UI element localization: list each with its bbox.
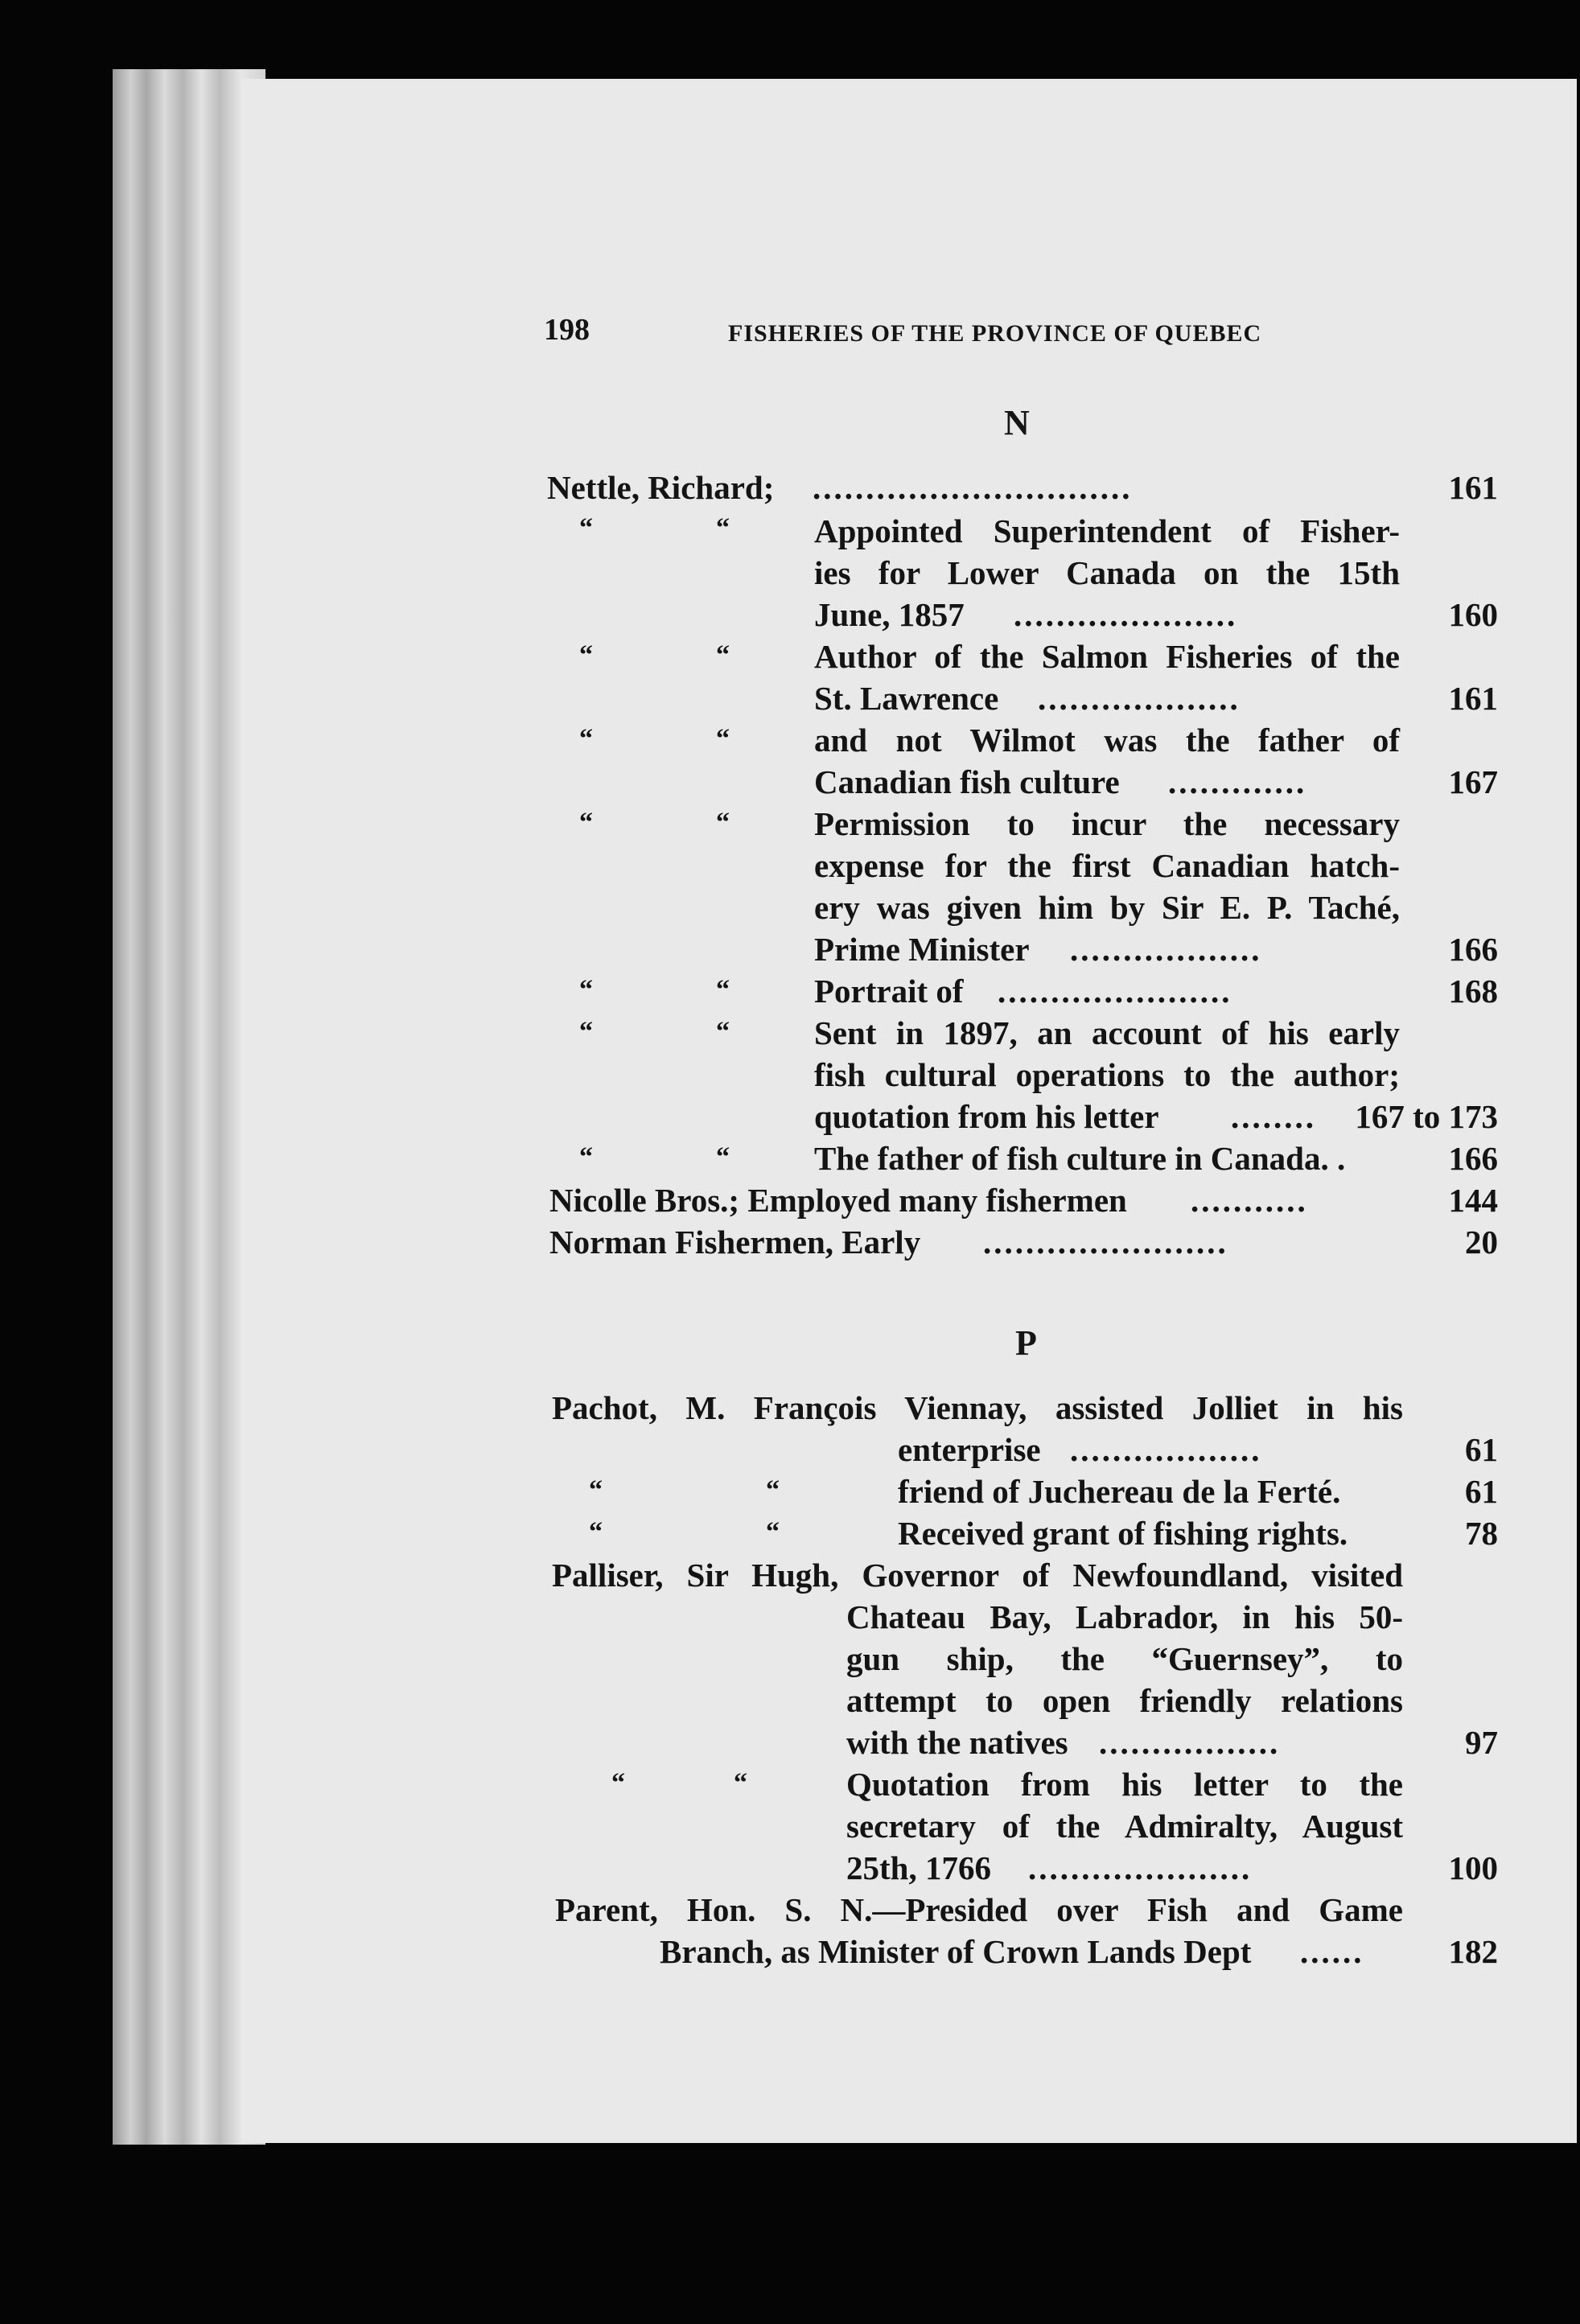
entry-text-line: enterprise (898, 1431, 1041, 1468)
page-number: 198 (544, 313, 590, 347)
ditto-mark: “ (579, 1142, 593, 1172)
entry-page-ref: 20 (1465, 1224, 1498, 1261)
entry-text-line: friend of Juchereau de la Ferté. (898, 1473, 1341, 1510)
entry-page-ref: 166 (1448, 1140, 1498, 1177)
leader-dots: ..................... (1014, 596, 1238, 633)
ditto-mark: “ (579, 808, 593, 837)
entry-page-ref: 167 to 173 (1355, 1098, 1498, 1135)
entry-text-line: The father of fish culture in Canada. . (814, 1140, 1346, 1177)
leader-dots: .................. (1070, 1431, 1262, 1468)
leader-dots: ...... (1300, 1933, 1364, 1970)
entry-page-ref: 182 (1448, 1933, 1498, 1970)
index-entry-heading: Nettle, Richard; (547, 469, 775, 506)
entry-page-ref: 161 (1448, 469, 1498, 506)
ditto-mark: “ (579, 1017, 593, 1047)
running-head: FISHERIES OF THE PROVINCE OF QUEBEC (728, 320, 1262, 347)
entry-text-line: Sent in 1897, an account of his early (814, 1014, 1400, 1051)
ditto-mark: “ (716, 513, 730, 543)
entry-text-line: Permission to incur the necessary (814, 805, 1400, 842)
entry-page-ref: 160 (1448, 596, 1498, 633)
entry-text-line: ies for Lower Canada on the 15th (814, 554, 1400, 591)
entry-text-line: Quotation from his letter to the (846, 1766, 1403, 1803)
ditto-mark: “ (766, 1475, 780, 1505)
entry-page-ref: 144 (1448, 1182, 1498, 1219)
entry-text-line: with the natives (846, 1724, 1068, 1761)
index-entry-heading: Norman Fishermen, Early (549, 1224, 921, 1261)
entry-text-line: Canadian fish culture (814, 763, 1120, 800)
entry-text-line: St. Lawrence (814, 680, 999, 717)
section-letter-p: P (1015, 1323, 1037, 1363)
entry-text-line: Portrait of (814, 973, 964, 1010)
entry-page-ref: 167 (1448, 763, 1498, 800)
index-entry-heading: Nicolle Bros.; Employed many fishermen (549, 1182, 1127, 1219)
ditto-mark: “ (579, 975, 593, 1005)
ditto-mark: “ (611, 1768, 625, 1798)
entry-text-line: Author of the Salmon Fisheries of the (814, 638, 1400, 675)
entry-text-line: quotation from his letter (814, 1098, 1159, 1135)
leader-dots: ..................... (1028, 1849, 1253, 1886)
entry-text-line: secretary of the Admiralty, August (846, 1808, 1403, 1845)
leader-dots: ........... (1191, 1182, 1308, 1219)
leader-dots: ....................... (983, 1224, 1228, 1261)
index-entry-heading: Palliser, Sir Hugh, Governor of Newfoundland, visited (552, 1557, 1403, 1594)
ditto-mark: “ (716, 640, 730, 670)
ditto-mark: “ (589, 1517, 603, 1547)
entry-text-line: and not Wilmot was the father of (814, 722, 1400, 759)
leader-dots: ............. (1168, 763, 1307, 800)
section-letter-n: N (1004, 403, 1030, 442)
ditto-mark: “ (716, 724, 730, 754)
ditto-mark: “ (734, 1768, 747, 1798)
entry-text-line: Prime Minister (814, 931, 1030, 968)
entry-text-line: Chateau Bay, Labrador, in his 50- (846, 1598, 1403, 1635)
entry-text-line: 25th, 1766 (846, 1849, 991, 1886)
entry-page-ref: 61 (1465, 1473, 1498, 1510)
entry-page-ref: 100 (1448, 1849, 1498, 1886)
index-entry-heading: Parent, Hon. S. N.—Presided over Fish and Game (555, 1891, 1403, 1928)
ditto-mark: “ (589, 1475, 603, 1505)
ditto-mark: “ (766, 1517, 780, 1547)
entry-text-line: Received grant of fishing rights. (898, 1515, 1348, 1552)
leader-dots: .............................. (813, 469, 1133, 506)
entry-text-line: attempt to open friendly relations (846, 1682, 1403, 1719)
ditto-mark: “ (579, 640, 593, 670)
leader-dots: ................... (1038, 680, 1241, 717)
entry-text-line: ery was given him by Sir E. P. Taché, (814, 889, 1400, 926)
entry-page-ref: 161 (1448, 680, 1498, 717)
entry-text-line: Appointed Superintendent of Fisher- (814, 512, 1400, 549)
index-entry-heading: Pachot, M. François Viennay, assisted Jolliet in his (552, 1389, 1403, 1426)
leader-dots: ........ (1231, 1098, 1316, 1135)
entry-text-line: June, 1857 (814, 596, 965, 633)
leader-dots: .................. (1070, 931, 1262, 968)
entry-text-line: expense for the first Canadian hatch- (814, 847, 1400, 884)
entry-text-line: Branch, as Minister of Crown Lands Dept (660, 1933, 1252, 1970)
entry-page-ref: 97 (1465, 1724, 1498, 1761)
entry-text-line: gun ship, the “Guernsey”, to (846, 1640, 1403, 1677)
leader-dots: ...................... (998, 973, 1232, 1010)
ditto-mark: “ (716, 975, 730, 1005)
ditto-mark: “ (716, 1142, 730, 1172)
ditto-mark: “ (579, 724, 593, 754)
ditto-mark: “ (716, 808, 730, 837)
ditto-mark: “ (579, 513, 593, 543)
entry-page-ref: 78 (1465, 1515, 1498, 1552)
entry-page-ref: 168 (1448, 973, 1498, 1010)
entry-page-ref: 61 (1465, 1431, 1498, 1468)
ditto-mark: “ (716, 1017, 730, 1047)
leader-dots: ................. (1099, 1724, 1281, 1761)
entry-page-ref: 166 (1448, 931, 1498, 968)
entry-text-line: fish cultural operations to the author; (814, 1056, 1400, 1093)
